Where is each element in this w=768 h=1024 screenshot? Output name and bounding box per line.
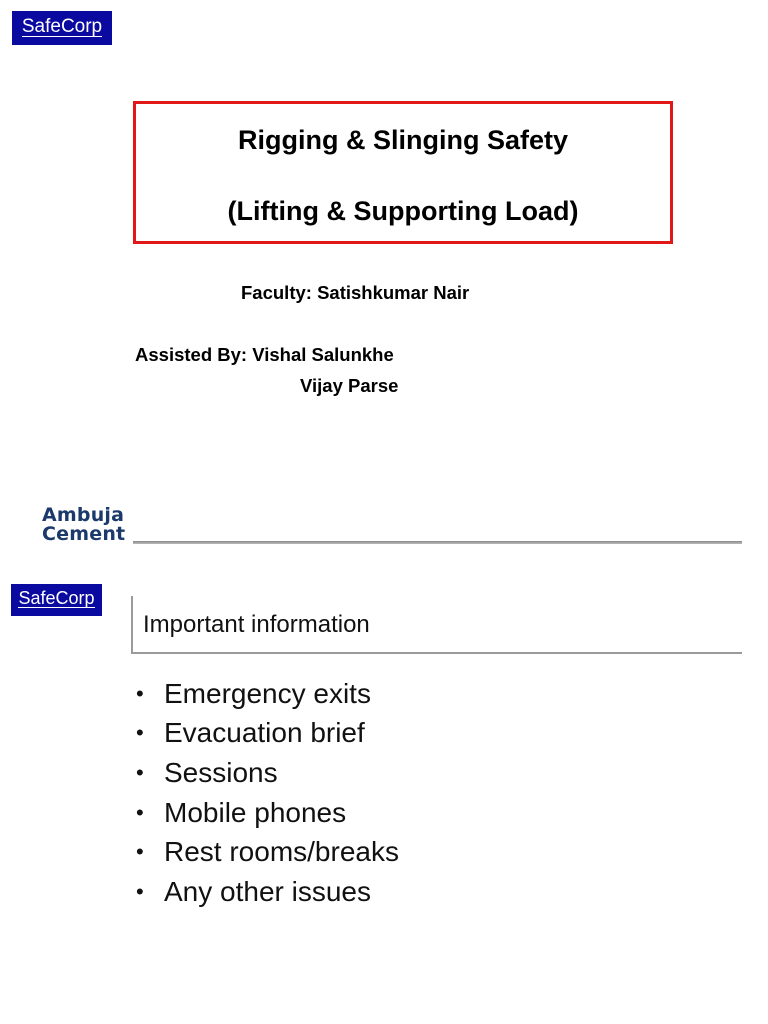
list-item [136, 793, 399, 833]
list-item-text: Emergency exits [164, 677, 371, 709]
list-item-text: Evacuation brief [164, 717, 365, 749]
list-item [136, 872, 399, 912]
list-item-text: Mobile phones [164, 796, 347, 828]
ambuja-logo-line1: Ambuja [42, 504, 125, 526]
assisted-by-credit-2: Vijay Parse [300, 375, 399, 396]
faculty-credit: Faculty: Satishkumar Nair [241, 282, 470, 303]
footer-divider [133, 541, 742, 544]
heading-divider-horizontal [131, 652, 742, 654]
safecorp-logo-text: SafeCorp [21, 15, 103, 37]
list-item [136, 674, 399, 714]
list-item [136, 832, 399, 872]
ambuja-logo-line2: Cement [42, 523, 126, 545]
slide-heading: Important information [143, 611, 370, 638]
title-box [133, 101, 673, 244]
bullet-icon: • [136, 799, 144, 825]
bullet-icon: • [136, 680, 144, 706]
bullet-icon: • [136, 878, 144, 904]
bullet-icon: • [136, 759, 144, 785]
slide-subtitle: (Lifting & Supporting Load) [227, 196, 579, 226]
safecorp-logo [11, 584, 102, 616]
bullet-icon: • [136, 839, 144, 865]
safecorp-logo [12, 11, 112, 45]
list-item-text: Sessions [164, 756, 278, 788]
slide-title: Rigging & Slinging Safety [238, 125, 568, 155]
heading-divider-vertical [131, 596, 133, 654]
bullet-icon: • [136, 720, 144, 746]
assisted-by-credit: Assisted By: Vishal Salunkhe [135, 344, 394, 365]
list-item-text: Rest rooms/breaks [164, 836, 399, 868]
safecorp-logo-text: SafeCorp [18, 588, 95, 608]
list-item [136, 753, 399, 793]
bullet-list [136, 674, 399, 912]
list-item [136, 714, 399, 754]
list-item-text: Any other issues [164, 875, 371, 907]
ambuja-cement-logo [42, 506, 125, 544]
